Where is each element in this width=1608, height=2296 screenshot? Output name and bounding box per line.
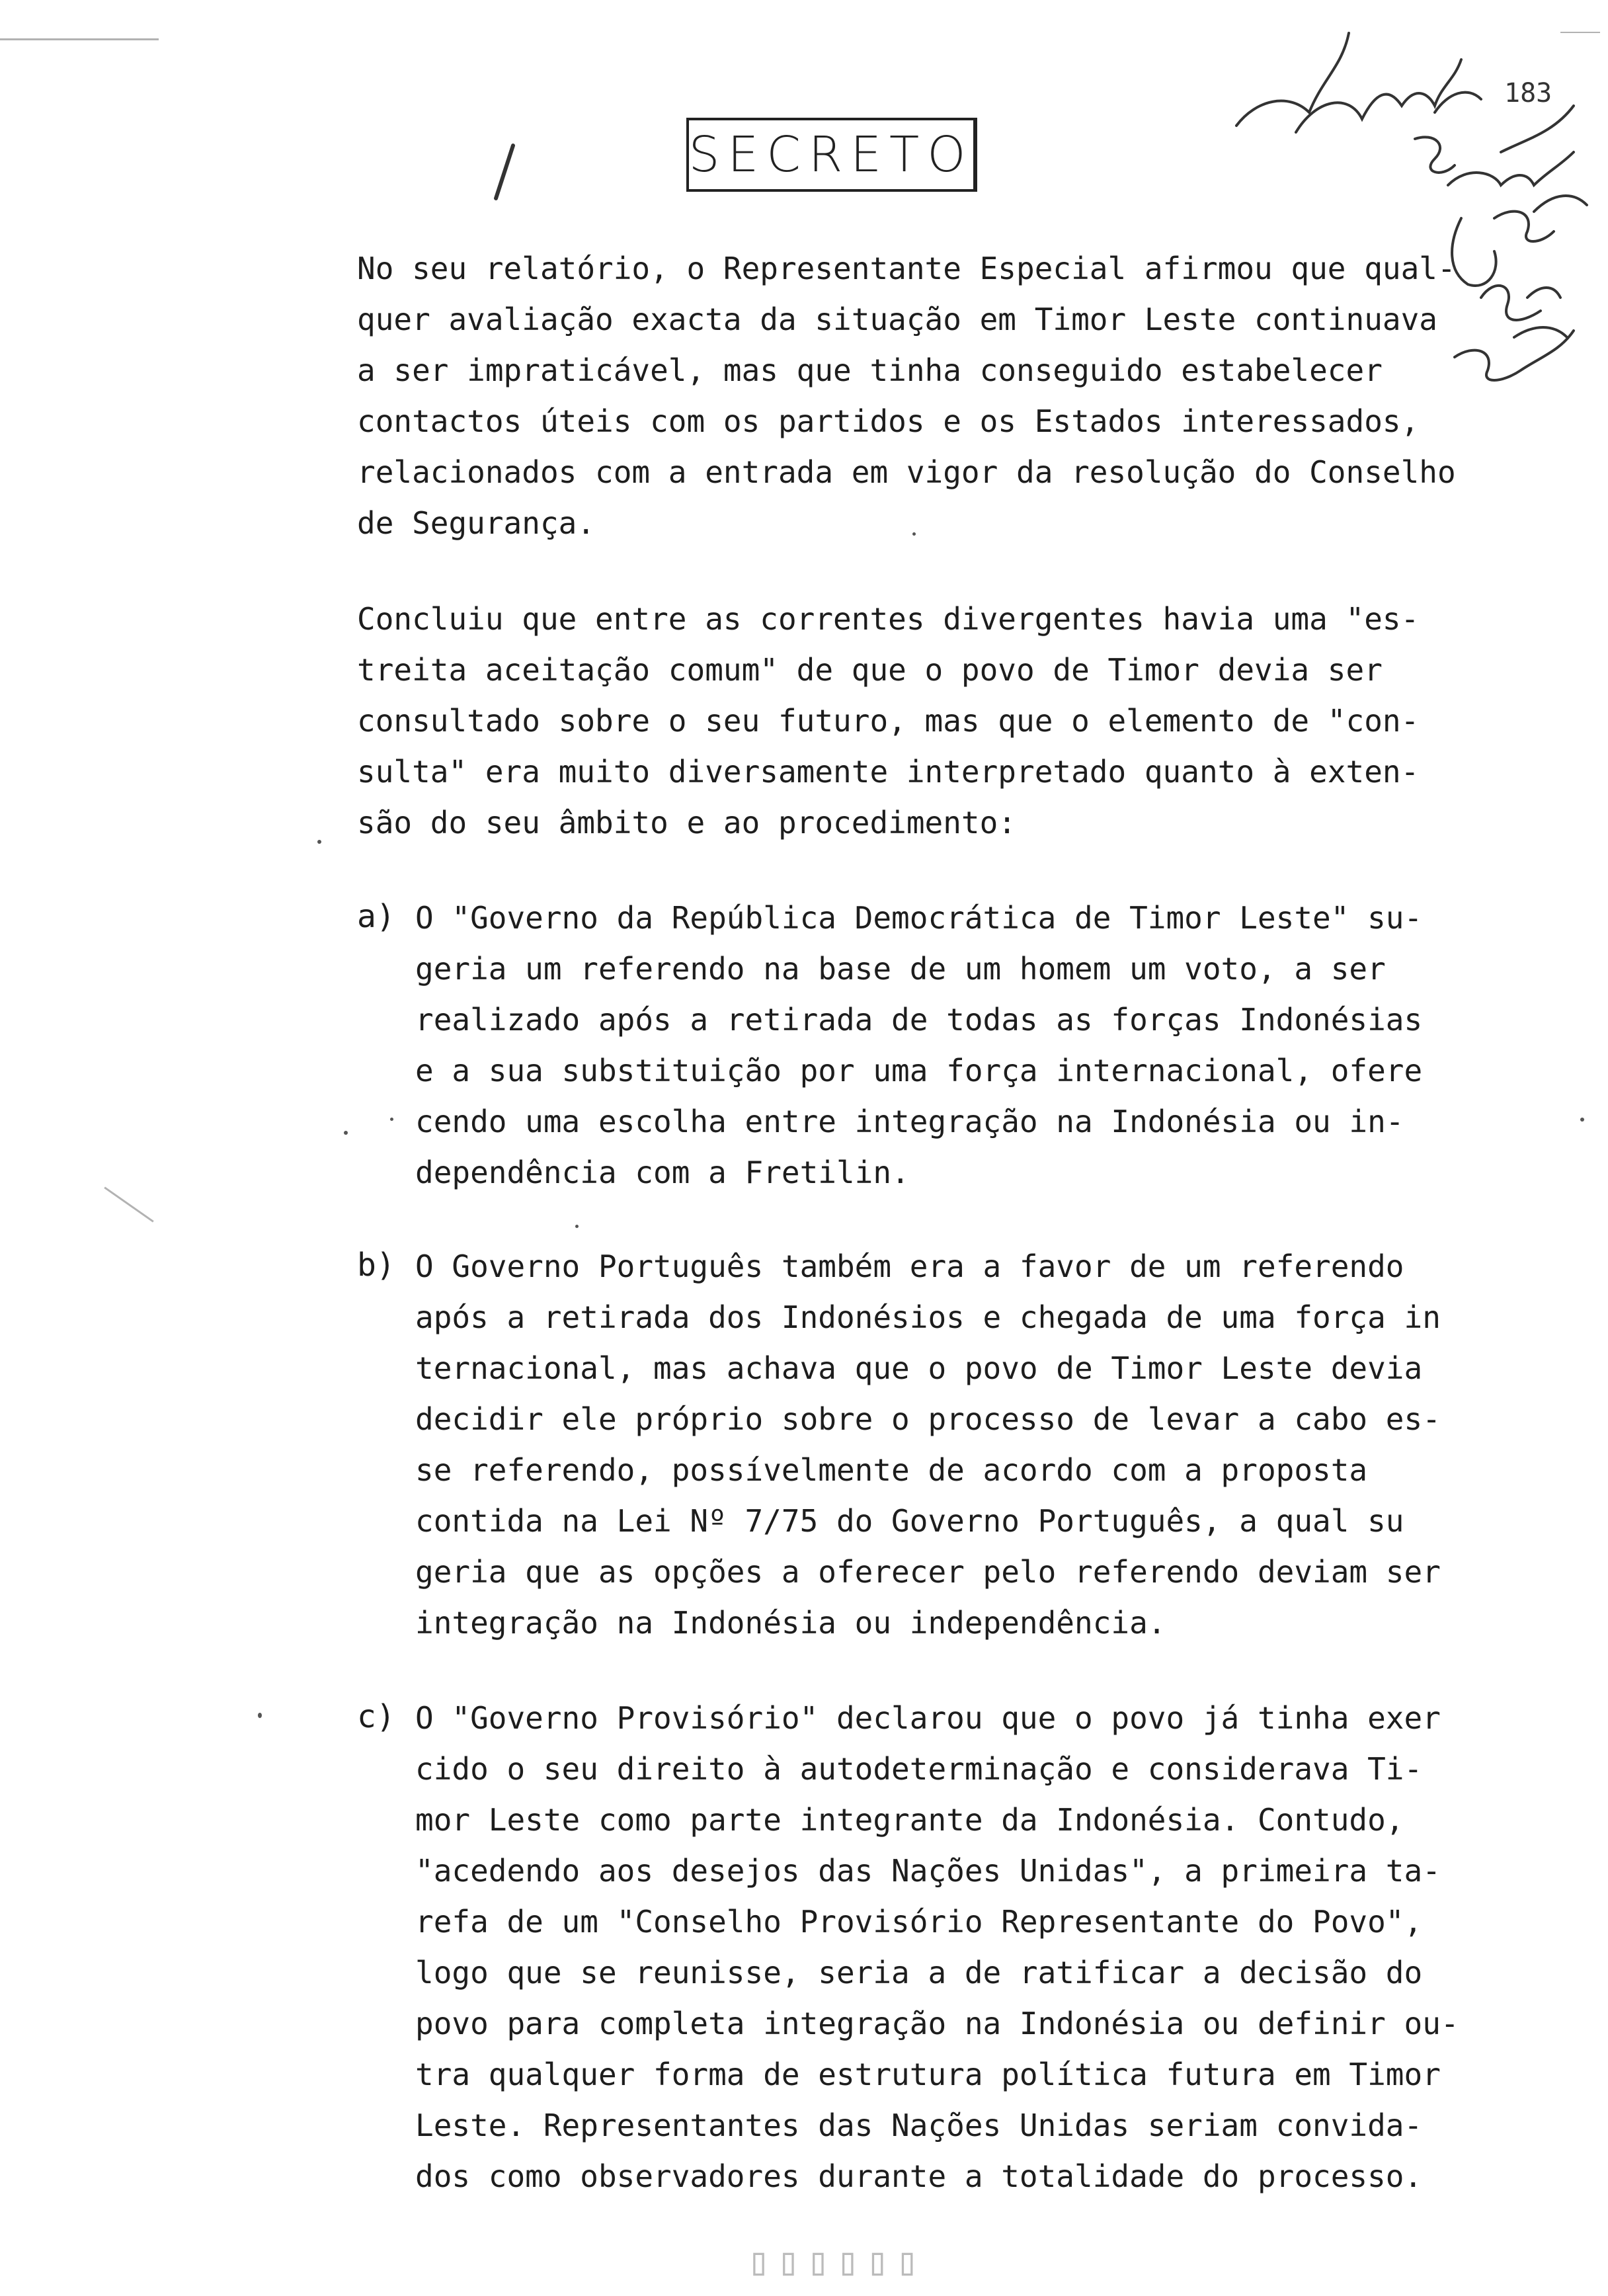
text-line: de Segurança. bbox=[357, 505, 596, 541]
scan-artifact-line bbox=[0, 38, 159, 40]
text-line: quer avaliação exacta da situação em Timor Leste continuava bbox=[357, 302, 1437, 337]
text-line: "acedendo aos desejos das Nações Unidas", a primeira ta- bbox=[415, 1853, 1441, 1889]
text-line: dependência com a Fretilin. bbox=[415, 1155, 910, 1190]
text-line: relacionados com a entrada em vigor da resolução do Conselho bbox=[357, 454, 1456, 490]
text-line: treita aceitação comum" de que o povo de Timor devia ser bbox=[357, 652, 1383, 688]
scan-artifact-line bbox=[104, 1186, 153, 1222]
text-line: contida na Lei Nº 7/75 do Governo Português, a qual su bbox=[415, 1503, 1404, 1539]
text-line: consultado sobre o seu futuro, mas que o elemento de "con- bbox=[357, 703, 1420, 739]
text-line: O Governo Português também era a favor de um referendo bbox=[415, 1249, 1404, 1284]
text-line: Concluiu que entre as correntes divergentes havia uma "es- bbox=[357, 601, 1420, 637]
scan-speck bbox=[912, 532, 916, 536]
text-line: logo que se reunisse, seria a de ratificar a decisão do bbox=[415, 1955, 1423, 1990]
text-line: refa de um "Conselho Provisório Representante do Povo", bbox=[415, 1904, 1423, 1940]
text-line: integração na Indonésia ou independência. bbox=[415, 1605, 1166, 1641]
text-line: cido o seu direito à autodeterminação e considerava Ti- bbox=[415, 1751, 1423, 1787]
secret-stamp: SECRETO bbox=[686, 118, 977, 192]
text-line: ternacional, mas achava que o povo de Timor Leste devia bbox=[415, 1350, 1423, 1386]
list-marker-c: c) bbox=[357, 1698, 395, 1735]
text-line: e a sua substituição por uma força internacional, ofere bbox=[415, 1053, 1423, 1088]
slash-mark bbox=[493, 143, 516, 200]
text-line: a ser impraticável, mas que tinha conseguido estabelecer bbox=[357, 352, 1383, 388]
text-line: cendo uma escolha entre integração na Indonésia ou in- bbox=[415, 1104, 1404, 1139]
text-line: são do seu âmbito e ao procedimento: bbox=[357, 805, 1016, 840]
paragraph-report-summary bbox=[357, 243, 1456, 549]
text-line: geria que as opções a oferecer pelo referendo deviam ser bbox=[415, 1554, 1441, 1590]
text-line: mor Leste como parte integrante da Indonésia. Contudo, bbox=[415, 1802, 1404, 1838]
text-line: No seu relatório, o Representante Especial afirmou que qual- bbox=[357, 251, 1456, 286]
list-item-a bbox=[415, 893, 1422, 1198]
text-line: decidir ele próprio sobre o processo de levar a cabo es- bbox=[415, 1401, 1441, 1437]
text-line: dos como observadores durante a totalidade do processo. bbox=[415, 2158, 1423, 2194]
text-line: Leste. Representantes das Nações Unidas seriam convida- bbox=[415, 2108, 1423, 2143]
text-line: sulta" era muito diversamente interpretado quanto à exten- bbox=[357, 754, 1420, 790]
text-line: O "Governo Provisório" declarou que o povo já tinha exer bbox=[415, 1700, 1441, 1736]
text-line: contactos úteis com os partidos e os Estados interessados, bbox=[357, 403, 1420, 439]
list-marker-a: a) bbox=[357, 898, 395, 935]
text-line: O "Governo da República Democrática de Timor Leste" su- bbox=[415, 900, 1423, 936]
scan-speck bbox=[390, 1118, 393, 1121]
list-marker-b: b) bbox=[357, 1247, 395, 1284]
page-number: 183 bbox=[1504, 78, 1552, 108]
text-line: tra qualquer forma de estrutura política futura em Timor bbox=[415, 2057, 1441, 2092]
scan-speck bbox=[575, 1225, 579, 1228]
paragraph-conclusion bbox=[357, 594, 1419, 848]
scan-speck bbox=[258, 1713, 262, 1718]
list-item-b bbox=[415, 1241, 1441, 1649]
list-item-c bbox=[415, 1693, 1459, 2202]
text-line: se referendo, possívelmente de acordo com a proposta bbox=[415, 1452, 1368, 1488]
faint-footer-stamp: ▯▯▯▯▯▯ bbox=[747, 2238, 926, 2283]
text-line: realizado após a retirada de todas as forças Indonésias bbox=[415, 1002, 1423, 1038]
text-line: geria um referendo na base de um homem um voto, a ser bbox=[415, 951, 1386, 987]
scan-speck bbox=[317, 840, 321, 844]
text-line: povo para completa integração na Indonésia ou definir ou- bbox=[415, 2006, 1459, 2041]
scan-speck bbox=[344, 1131, 348, 1135]
scan-speck bbox=[1580, 1118, 1584, 1122]
text-line: após a retirada dos Indonésios e chegada de uma força in bbox=[415, 1299, 1441, 1335]
scan-artifact-line bbox=[1560, 32, 1600, 33]
